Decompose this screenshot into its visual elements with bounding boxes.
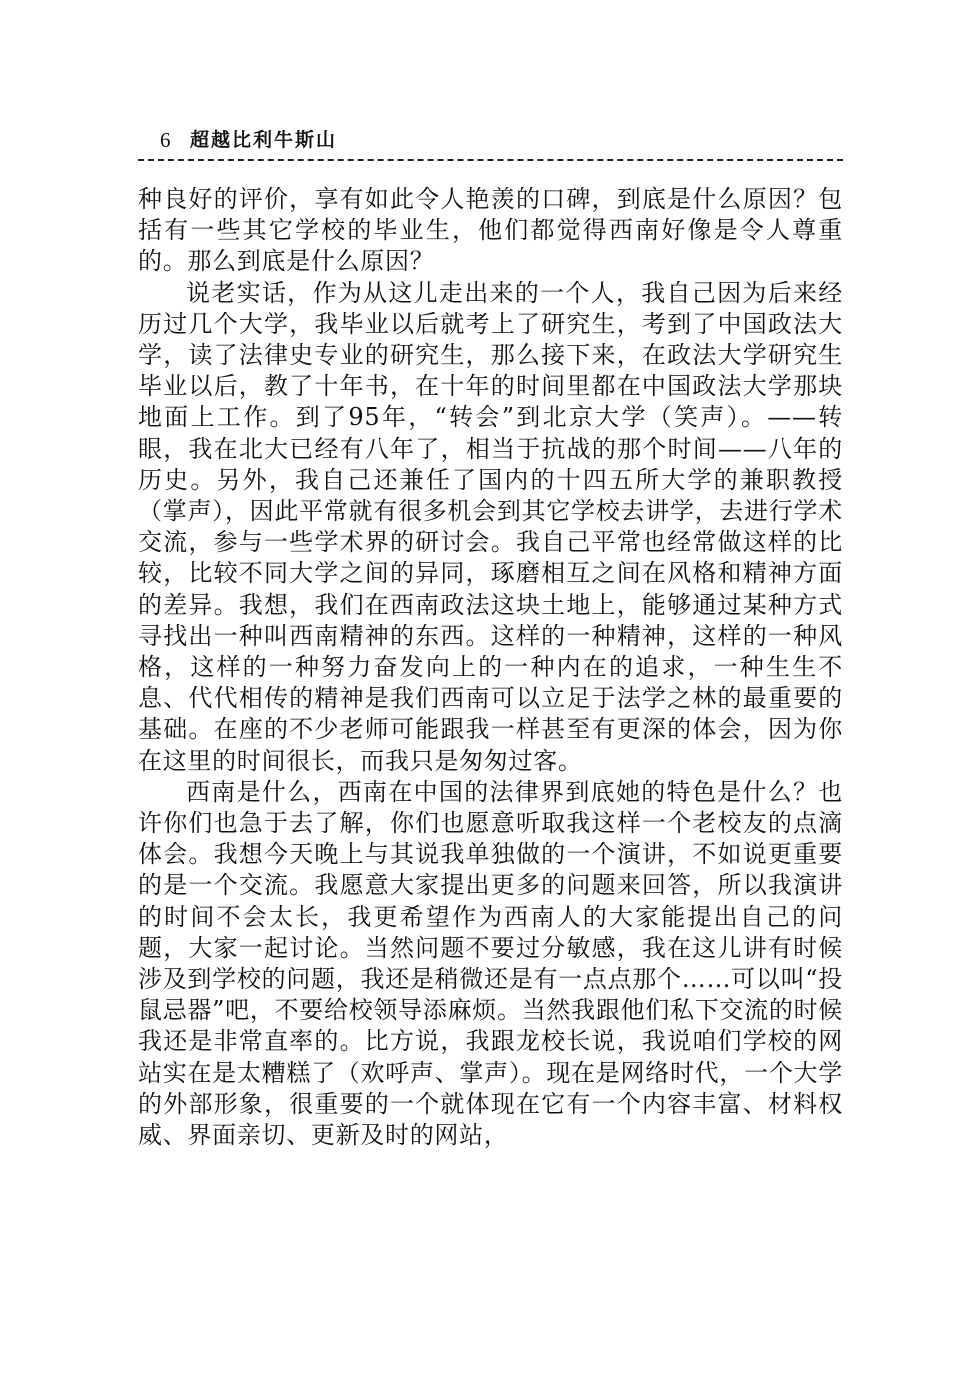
page-number: 6 [160, 128, 171, 152]
paragraph-1: 种良好的评价，享有如此令人艳羡的口碑，到底是什么原因？包括有一些其它学校的毕业生，他们都觉得西南好像是令人尊重的。那么到底是什么原因？ [138, 185, 843, 276]
page-header [138, 126, 843, 166]
body-text [138, 184, 843, 1151]
header-rule [138, 159, 843, 161]
paragraph-2: 说老实话，作为从这儿走出来的一个人，我自己因为后来经历过几个大学，我毕业以后就考上了研究生，考到了中国政法大学，读了法律史专业的研究生，那么接下来，在政法大学研究生毕业以后，教了十年书，在十年的时间里都在中国政法大学那块地面上工作。到了95年，“转会”到北京大学（笑声）。——转眼，我在北大已经有八年了，相当于抗战的那个时间——八年的历史。另外，我自己还兼任了国内的十四五所大学的兼职教授（掌声），因此平常就有很多机会到其它学校去讲学，去进行学术交流，参与一些学术界的研讨会。我自己平常也经常做这样的比较，比较不同大学之间的异同，琢磨相互之间在风格和精神方面的差异。我想，我们在西南政法这块土地上，能够通过某种方式寻找出一种叫西南精神的东西。这样的一种精神，这样的一种风格，这样的一种努力奋发向上的一种内在的追求，一种生生不息、代代相传的精神是我们西南可以立足于法学之林的最重要的基础。在座的不少老师可能跟我一样甚至有更深的体会，因为你在这里的时间很长，而我只是匆匆过客。 [138, 278, 843, 775]
running-title: 超越比利牛斯山 [190, 129, 338, 151]
paragraph-3: 西南是什么，西南在中国的法律界到底她的特色是什么？也许你们也急于去了解，你们也愿意听取我这样一个老校友的点滴体会。我想今天晚上与其说我单独做的一个演讲，不如说更重要的是一个交流。我愿意大家提出更多的问题来回答，所以我演讲的时间不会太长，我更希望作为西南人的大家能提出自己的问题，大家一起讨论。当然问题不要过分敏感，我在这儿讲有时候涉及到学校的问题，我还是稍微还是有一点点那个……可以叫“投鼠忌器”吧，不要给校领导添麻烦。当然我跟他们私下交流的时候我还是非常直率的。比方说，我跟龙校长说，我说咱们学校的网站实在是太糟糕了（欢呼声、掌声）。现在是网络时代，一个大学的外部形象，很重要的一个就体现在它有一个内容丰富、材料权威、界面亲切、更新及时的网站， [138, 777, 843, 1150]
